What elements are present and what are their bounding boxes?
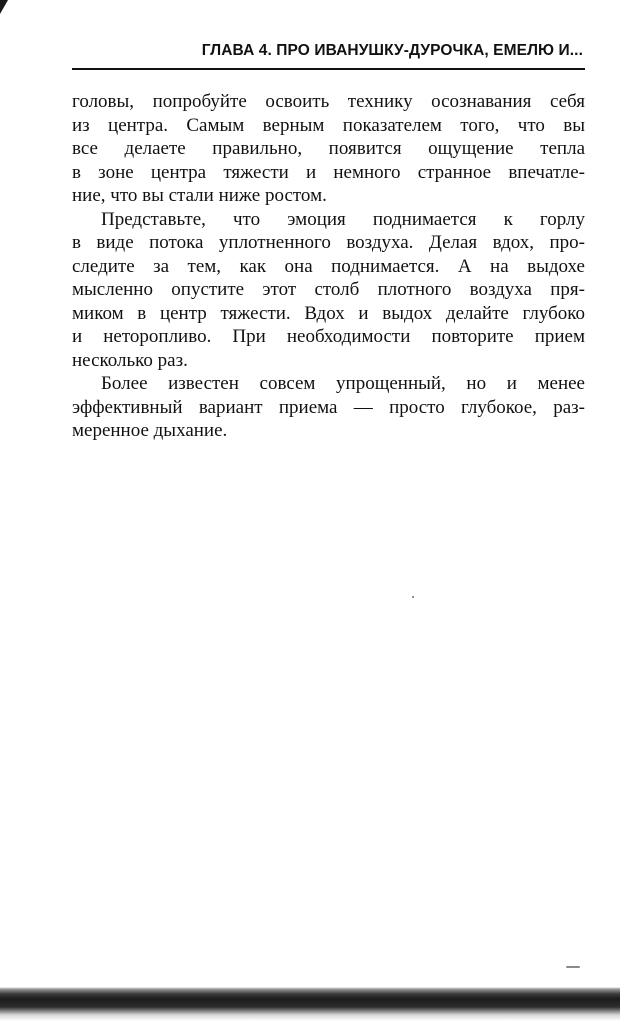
text-line: следите за тем, как она поднимается. А на выдохе (72, 255, 585, 277)
page-bottom-edge (0, 985, 620, 1021)
text-line: ние, что вы стали ниже ростом. (72, 185, 327, 206)
text-line: мысленно опустите этот столб плотного воздуха пря- (72, 279, 585, 300)
running-head (72, 38, 585, 70)
text-line: Более известен совсем упрощенный, но и менее (101, 373, 585, 394)
text-line: все делаете правильно, появится ощущение тепла (72, 138, 585, 159)
text-line: миком в центр тяжести. Вдох и выдох делайте глубоко (72, 302, 585, 324)
text-line: меренное дыхание. (72, 420, 228, 441)
text-line: и неторопливо. При необходимости повторите прием (72, 326, 585, 347)
text-line: в зоне центра тяжести и немного странное впечатле- (72, 161, 585, 183)
corner-scan-mark (0, 0, 8, 14)
text-line: эффективный вариант приема — просто глубокое, раз- (72, 396, 585, 418)
text-line: из центра. Самым верным показателем того, что вы (72, 114, 585, 136)
scan-speck (566, 966, 580, 968)
text-line: в виде потока уплотненного воздуха. Делая вдох, про- (72, 232, 585, 253)
page-body (72, 90, 585, 443)
text-line: Представьте, что эмоция поднимается к горлу (101, 208, 585, 230)
text-line: несколько раз. (72, 349, 188, 371)
chapter-title: ГЛАВА 4. ПРО ИВАНУШКУ-ДУРОЧКА, ЕМЕЛЮ И... (201, 42, 583, 59)
scan-speck (412, 596, 414, 598)
text-line: головы, попробуйте освоить технику осознавания себя (72, 91, 585, 112)
